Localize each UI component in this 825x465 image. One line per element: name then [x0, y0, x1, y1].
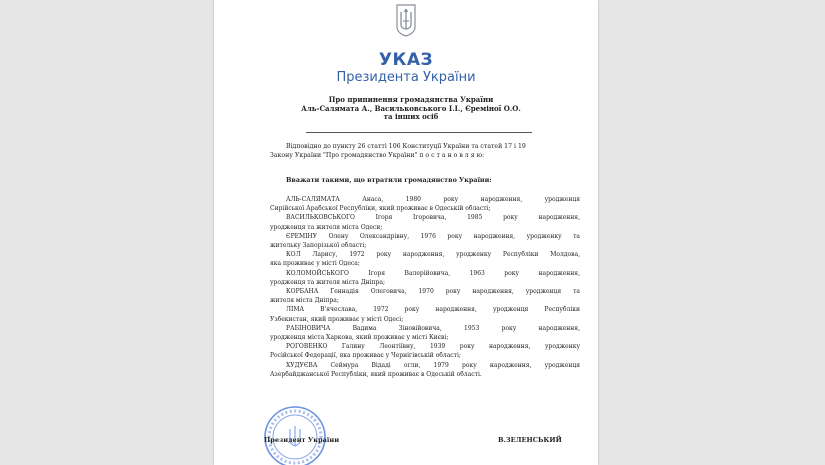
- person-line: КОЛОМОЙСЬКОГО Ігоря Валерійовича, 1963 року народження,: [286, 269, 580, 277]
- preamble-line: Закону України "Про громадянство України" п о с т а н о в л я ю:: [270, 151, 485, 159]
- official-seal-icon: [262, 404, 328, 465]
- person-line: РОГОВЕНКО Галину Леонтіївну, 1939 року народження, уродженку: [286, 343, 580, 351]
- person-line: КОЛ Ларису, 1972 року народження, уродженку Республіки Молдова,: [286, 251, 580, 259]
- person-line: ХУДУЄВА Сеймура Відаді огли, 1979 року народження, уродженця: [286, 361, 580, 369]
- signature-name: В.ЗЕЛЕНСЬКИЙ: [498, 436, 562, 444]
- person-line: Російської Федерації, яка проживає у Чернігівській області;: [270, 352, 461, 360]
- decree-subheading: Президента України: [336, 70, 476, 85]
- preamble: [270, 143, 576, 160]
- persons-list: [270, 195, 580, 379]
- decree-subject: [286, 96, 536, 122]
- document-page: [214, 0, 598, 465]
- person-line: ВАСИЛЬКОВСЬКОГО Ігоря Ігоровича, 1985 року народження,: [286, 214, 580, 222]
- person-line: уродженця та жителя міста Дніпра;: [270, 278, 385, 286]
- signature-title: Президент України: [264, 436, 340, 444]
- person-line: ЄРЕМІНУ Олену Олександрівну, 1976 року народження, уродженку та: [286, 232, 580, 240]
- person-line: Узбекистан, який проживає у місті Одесі;: [270, 315, 404, 323]
- person-line: ЛІМА В'ячеслава, 1972 року народження, уродженця Республіки: [286, 306, 580, 314]
- person-line: РАБІНОВИЧА Вадима Зіновійовича, 1953 року народження,: [286, 324, 580, 332]
- person-line: уродженця міста Харкова, який проживає у місті Києві;: [270, 334, 449, 342]
- person-line: КОРБАНА Геннадія Олеговича, 1970 року народження, уродженця та: [286, 288, 580, 296]
- person-line: уродженця та жителя міста Одеси;: [270, 223, 383, 231]
- person-line: АЛЬ-САЛЯМАТА Анаса, 1980 року народження, уродженця: [286, 196, 580, 203]
- subject-line: та інших осіб: [383, 112, 439, 122]
- person-line: жителя міста Дніпра;: [270, 297, 339, 305]
- preamble-line: Відповідно до пункту 26 статті 106 Конституції України та статей 17 і 19: [286, 143, 526, 150]
- divider: [306, 132, 532, 133]
- person-line: Сирійської Арабської Республіки, який проживає в Одеській області;: [270, 205, 491, 213]
- trident-emblem-icon: [394, 3, 418, 37]
- ruling-statement: Вважати такими, що втратили громадянство України:: [286, 176, 492, 184]
- person-line: яка проживає у місті Одеса;: [270, 260, 360, 268]
- person-line: Азербайджанської Республіки, який проживає в Одеській області.: [270, 370, 482, 378]
- decree-heading: УКАЗ: [378, 50, 434, 70]
- subject-line: Про припинення громадянства України: [328, 95, 494, 104]
- subject-line: Аль-Салямата А., Васильковського І.І., Єреміної О.О.: [301, 103, 521, 113]
- person-line: жительку Запорізької області;: [270, 242, 367, 250]
